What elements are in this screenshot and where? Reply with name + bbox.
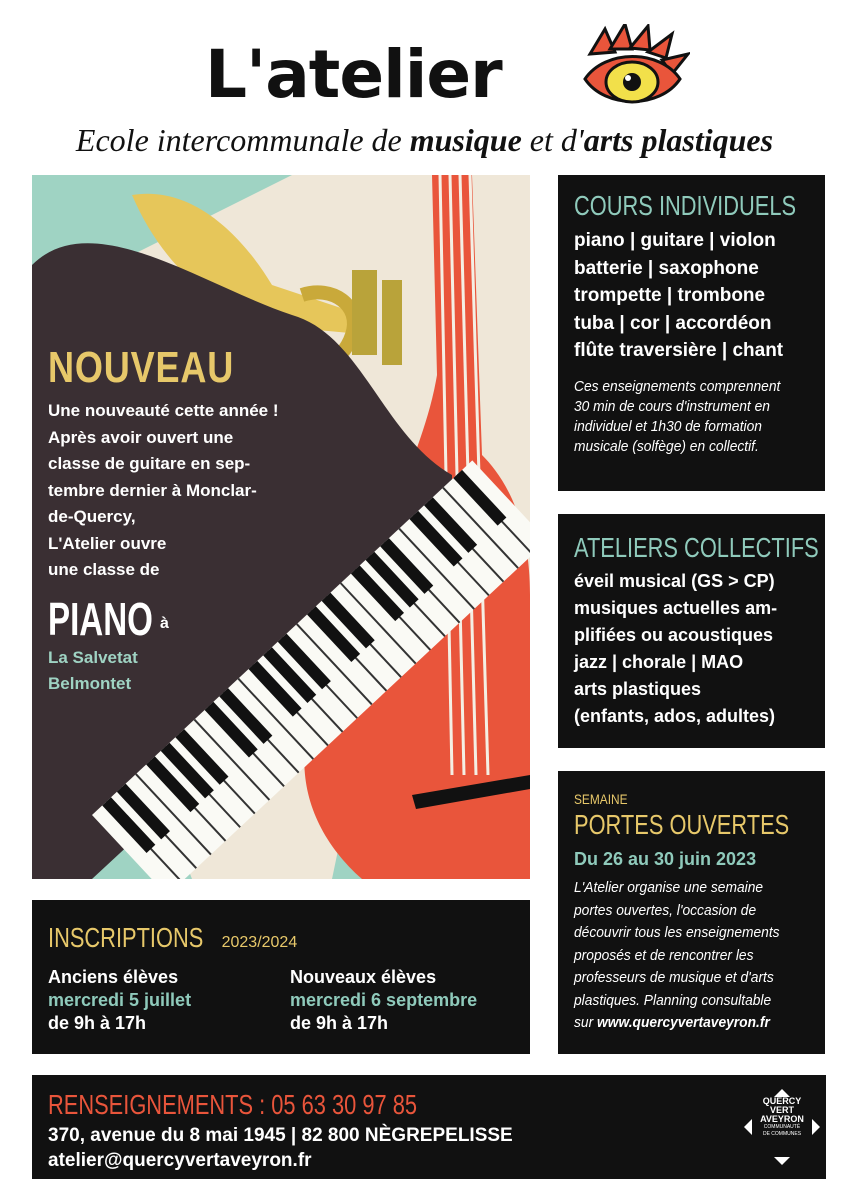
ateliers-list: éveil musical (GS > CP) musiques actuelles am- plifiées ou acoustiques jazz | chorale | MAO arts plastiques (enfants, ados, adultes) — [574, 571, 778, 726]
piano-place: La Salvetat Belmontet — [48, 648, 138, 693]
portes-title: PORTES OUVERTES — [574, 809, 790, 840]
qva-badge: QUERCY VERT AVEYRON COMMUNAUTÉ DE COMMUNES — [740, 1085, 824, 1169]
inscriptions-title: INSCRIPTIONS — [48, 922, 204, 953]
ateliers-panel — [558, 514, 825, 748]
nouveau-text: Une nouveauté cette année ! Après avoir ouvert une classe de guitare en sep- tembre dernier à Monclar- de-Quercy, L'Atelier ouvre une classe de — [48, 401, 279, 579]
cours-list: piano | guitare | violon batterie | saxophone trompette | trombone tuba | cor | accordéon flûte traversière | chant — [574, 230, 784, 361]
eye-logo-icon — [580, 24, 690, 114]
piano-a: à — [160, 615, 169, 632]
email-link[interactable]: atelier@quercyvertaveyron.fr — [48, 1150, 312, 1171]
cours-panel — [558, 175, 825, 491]
anciens-block: Anciens élèves mercredi 5 juillet de 9h à 17h — [48, 967, 192, 1033]
portes-url[interactable]: www.quercyvertaveyron.fr — [597, 1014, 770, 1031]
cours-title: COURS INDIVIDUELS — [574, 190, 797, 221]
logo-text: L'atelier — [205, 36, 502, 113]
inscriptions-panel — [32, 900, 530, 1054]
inscriptions-header — [48, 922, 297, 954]
portes-dates: Du 26 au 30 juin 2023 — [574, 849, 757, 869]
portes-text: L'Atelier organise une semaine portes ouvertes, l'occasion de découvrir tous les enseignements proposés et de rencontrer les professeurs de musique et d'arts plastiques. Planning consultable sur www.quercyvertaveyron.fr — [574, 879, 780, 1031]
renseignements-title: RENSEIGNEMENTS : 05 63 30 97 85 — [48, 1089, 418, 1120]
piano-word: PIANO — [48, 593, 153, 645]
address: 370, avenue du 8 mai 1945 | 82 800 NÈGREPELISSE — [48, 1125, 513, 1146]
ateliers-title: ATELIERS COLLECTIFS — [574, 532, 819, 563]
subtitle: Ecole intercommunale de musique et d'arts plastiques — [75, 122, 774, 158]
nouveau-title: NOUVEAU — [48, 343, 235, 392]
nouveaux-block: Nouveaux élèves mercredi 6 septembre de 9h à 17h — [290, 967, 478, 1033]
portes-panel — [558, 771, 825, 1054]
portes-kicker: SEMAINE — [574, 791, 628, 807]
cours-note: Ces enseignements comprennent 30 min de cours d'instrument en individuel et 1h30 de formation musicale (solfège) en collectif. — [574, 378, 781, 455]
inscriptions-year: 2023/2024 — [221, 934, 298, 951]
renseignements-panel — [32, 1075, 826, 1179]
